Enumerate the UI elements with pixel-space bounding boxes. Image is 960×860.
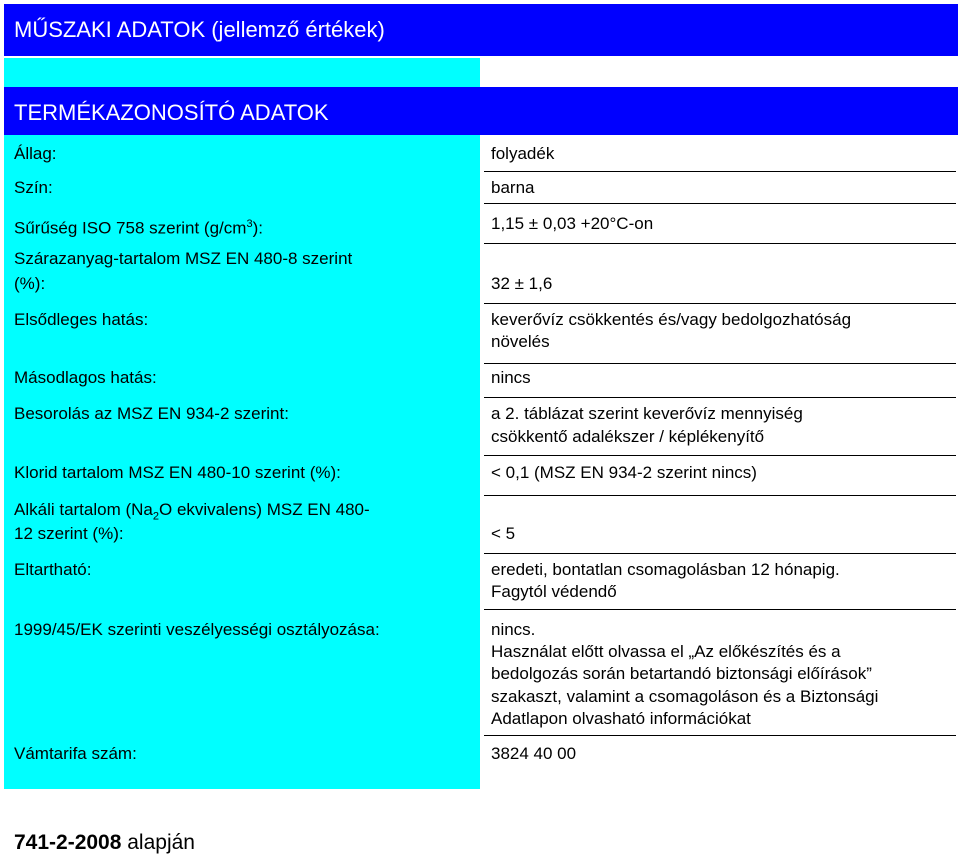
row-besorolas	[0, 398, 958, 456]
label-alkali-text: Alkáli tartalom (Na	[14, 500, 153, 519]
label-vamtarifa: Vámtarifa szám:	[14, 744, 137, 763]
document-code	[14, 831, 195, 855]
row-szarazanyag	[0, 244, 958, 304]
label-suruseg	[14, 213, 263, 240]
section-title: TERMÉKAZONOSÍTÓ ADATOK	[4, 87, 958, 135]
label-suruseg-end: ):	[252, 218, 263, 238]
value-masodlagos: nincs	[491, 368, 531, 387]
value-besorolas-1: a 2. táblázat szerint keverővíz mennyiség	[491, 404, 803, 423]
label-szarazanyag-2: (%):	[14, 274, 46, 293]
label-masodlagos: Másodlagos hatás:	[14, 368, 157, 387]
value-klorid: < 0,1 (MSZ EN 934-2 szerint nincs)	[491, 463, 757, 482]
row-eltarthato	[0, 554, 958, 610]
row-szin	[0, 172, 958, 204]
row-vamtarifa	[0, 736, 958, 789]
value-elsodleges-2: növelés	[491, 332, 550, 351]
value-allag: folyadék	[491, 144, 555, 163]
label-suruseg-sup: 3	[246, 218, 253, 230]
value-suruseg: 1,15 ± 0,03 +20°C-on	[491, 214, 654, 233]
value-veszelyessegi-4: szakaszt, valamint a csomagoláson és a Biztonsági	[491, 687, 879, 706]
document-title: MŰSZAKI ADATOK (jellemző értékek)	[4, 4, 958, 56]
value-veszelyessegi-2: Használat előtt olvassa el „Az előkészítés és a	[491, 642, 841, 661]
row-suruseg	[0, 204, 958, 244]
value-besorolas-2: csökkentő adalékszer / képlékenyítő	[491, 427, 765, 446]
label-elsodleges: Elsődleges hatás:	[14, 310, 149, 329]
label-szin: Szín:	[14, 178, 53, 197]
row-elsodleges	[0, 304, 958, 364]
document-code-number: 741-2-2008	[14, 831, 122, 854]
row-masodlagos	[0, 364, 958, 398]
row-klorid	[0, 456, 958, 496]
value-szin: barna	[491, 178, 535, 197]
value-veszelyessegi-1: nincs.	[491, 620, 536, 639]
label-eltarthato: Eltartható:	[14, 560, 92, 579]
document-code-suffix: alapján	[121, 831, 195, 854]
value-veszelyessegi-3: bedolgozás során betartandó biztonsági előírások”	[491, 664, 872, 683]
value-elsodleges-1: keverővíz csökkentés és/vagy bedolgozhatóság	[491, 310, 852, 329]
label-allag: Állag:	[14, 144, 57, 163]
label-szarazanyag-1: Szárazanyag-tartalom MSZ EN 480-8 szerint	[14, 249, 353, 268]
label-alkali-sub: 2	[152, 510, 159, 523]
label-alkali-2: 12 szerint (%):	[14, 524, 124, 543]
value-veszelyessegi-5: Adatlapon olvasható információkat	[491, 709, 751, 728]
label-suruseg-text: Sűrűség ISO 758 szerint (g/cm	[14, 218, 247, 238]
row-alkali	[0, 496, 958, 554]
value-szarazanyag: 32 ± 1,6	[491, 274, 553, 293]
label-alkali-end: O ekvivalens) MSZ EN 480-	[159, 500, 370, 519]
value-alkali: < 5	[491, 524, 516, 543]
value-eltarthato-2: Fagytól védendő	[491, 582, 617, 601]
label-veszelyessegi: 1999/45/EK szerinti veszélyességi osztályozása:	[14, 620, 380, 639]
row-allag	[0, 140, 958, 172]
value-eltarthato-1: eredeti, bontatlan csomagolásban 12 hónapig.	[491, 560, 840, 579]
label-besorolas: Besorolás az MSZ EN 934-2 szerint:	[14, 404, 289, 423]
row-veszelyessegi	[0, 610, 958, 736]
label-klorid: Klorid tartalom MSZ EN 480-10 szerint (%):	[14, 463, 341, 482]
value-vamtarifa: 3824 40 00	[491, 744, 577, 763]
